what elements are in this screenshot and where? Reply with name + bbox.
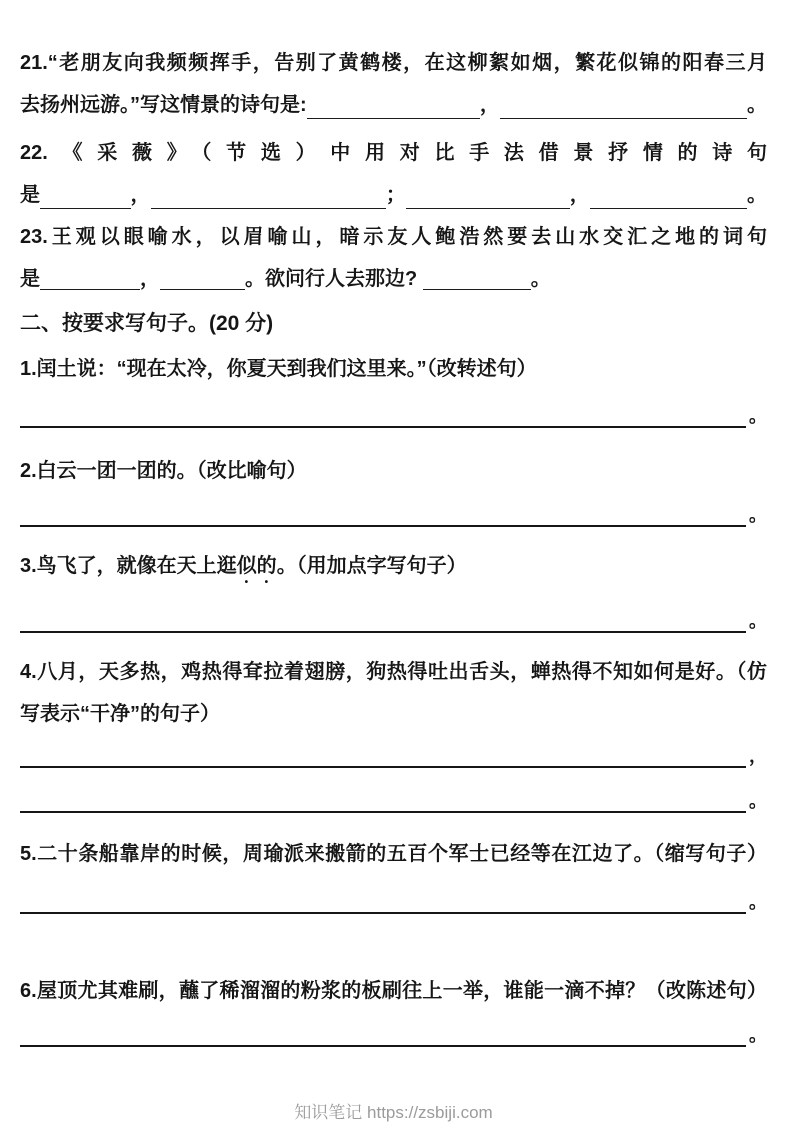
question-21-blank-1[interactable] [307,117,480,119]
question-5-line-end: 。 [749,892,767,912]
question-4-answer-row-1 [20,735,767,768]
question-1-answer-line[interactable] [20,426,746,428]
question-6-line-end: 。 [749,1025,767,1045]
question-4-text-line1: 4.八月，天多热，鸡热得耷拉着翅膀，狗热得吐出舌头，蝉热得不知如何是好。（仿 [20,661,767,683]
question-5-text: 5.二十条船靠岸的时候，周瑜派来搬箭的五百个军士已经等在江边了。（缩写句子） [20,843,767,865]
question-4-answer-line-2[interactable] [20,811,746,813]
question-4-text-line2: 写表示“干净”的句子） [20,703,220,725]
question-6-answer-line[interactable] [20,1045,746,1047]
question-21-blank-2[interactable] [500,117,747,119]
question-22-blank-1[interactable] [40,207,131,209]
question-3-text [20,545,767,588]
question-23-prefix: 是 [20,268,40,290]
question-22-line2 [20,174,767,216]
question-6-text: 6.屋顶尤其难刷，蘸了稀溜溜的粉浆的板刷往上一举，谁能一滴不掉？（改陈述句） [20,980,767,1002]
question-23-blank-1[interactable] [40,276,140,290]
question-2-text: 2.白云一团一团的。（改比喻句） [20,460,307,482]
question-1-line-end: 。 [749,406,767,426]
question-22-comma-1: ， [130,184,151,206]
question-2-answer-line[interactable] [20,525,746,527]
question-23-mid-text: 。欲问行人去那边? [245,268,418,290]
footer-site-text: 知识笔记 https://zsbiji.com [294,1103,493,1122]
question-23-line1: 23.王观以眼喻水，以眉喻山，暗示友人鲍浩然要去山水交汇之地的词句 [20,226,767,248]
question-3-answer-row [20,588,767,633]
question-22-period: 。 [746,184,767,206]
question-21-line2-label: 去扬州远游。”写这情景的诗句是: [20,94,307,116]
question-3-line-end: 。 [749,611,767,631]
question-22-comma-2: ， [569,184,590,206]
question-22-line1: 22.《采薇》（节选）中用对比手法借景抒情的诗句 [20,142,767,164]
question-22-prefix: 是 [20,184,40,206]
question-21-line2 [20,84,767,126]
question-6-answer-row [20,1012,767,1047]
question-23-comma: ， [140,268,160,290]
question-22-blank-3[interactable] [406,207,570,209]
question-5-answer-line[interactable] [20,912,746,914]
question-2-line-end: 。 [749,505,767,525]
question-22-blank-4[interactable] [590,207,747,209]
question-23-blank-3[interactable] [423,276,531,290]
question-1-text: 1.闰土说：“现在太冷，你夏天到我们这里来。”（改转述句） [20,358,537,380]
question-3-dotted-characters: 似的 [236,555,277,577]
question-23-line2 [20,258,767,300]
question-4-line-end-2: 。 [749,791,767,811]
section-2-heading: 二、按要求写句子。(20 分) [20,312,274,335]
question-3-text-post: 。（用加点字写句子） [276,555,467,577]
question-22-blank-2[interactable] [151,207,386,209]
question-23-period: 。 [530,268,551,290]
question-4-answer-line-1[interactable] [20,766,746,768]
question-2-answer-row [20,492,767,527]
question-1-answer-row [20,390,767,428]
question-4-answer-row-2 [20,768,767,813]
question-21-line1: 21.“老朋友向我频频挥手，告别了黄鹤楼，在这柳絮如烟，繁花似锦的阳春三月 [20,52,767,74]
question-22-semicolon: ； [385,184,406,206]
question-3-answer-line[interactable] [20,631,746,633]
question-4-line-end-1: ， [749,746,767,766]
question-21-comma: ， [479,94,500,116]
footer [20,1100,767,1122]
question-23-blank-2[interactable] [160,276,245,290]
question-5-answer-row [20,875,767,914]
question-21-period: 。 [747,94,767,116]
question-3-text-pre: 3.鸟飞了，就像在天上逛 [20,555,237,577]
